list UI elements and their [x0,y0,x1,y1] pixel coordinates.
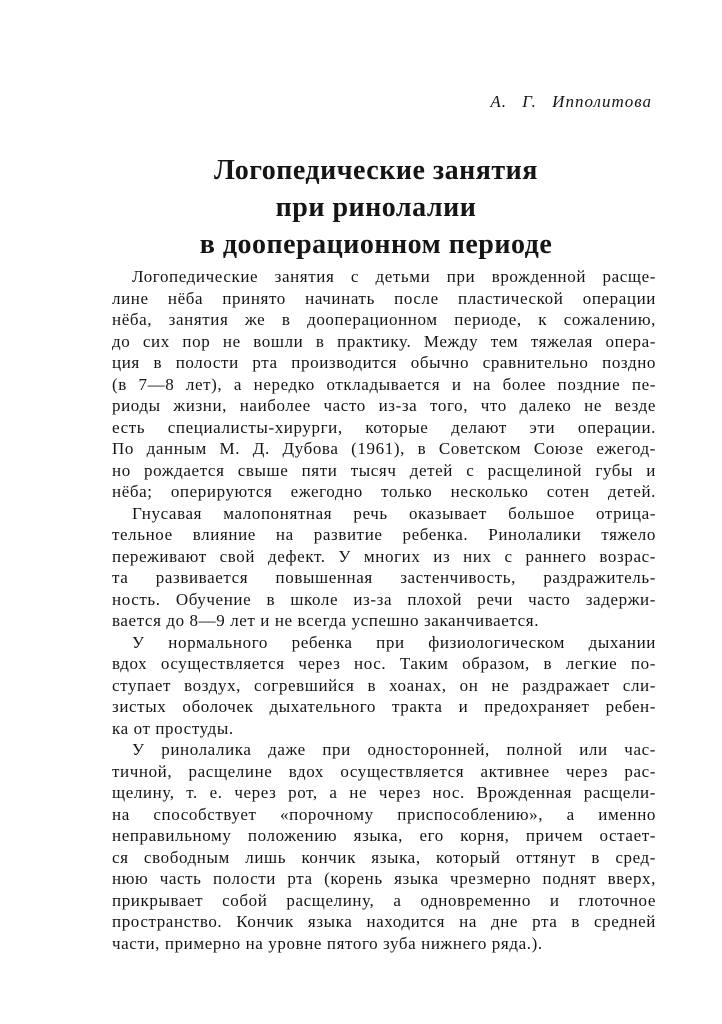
text-line: риоды жизни, наиболее часто из-за того, что далеко не везде [112,396,656,415]
text-line: ся свободным лишь кончик языка, который оттянут в сред- [112,847,656,867]
text-line: есть специалисты-хирурги, которые делают эти операции. [112,417,656,437]
text-line: нюю часть полости рта (корень языка чрезмерно поднят вверх, [112,869,656,888]
text-line: неправильному положению языка, его корня, причем остает- [112,826,656,845]
title-line: Логопедические занятия [214,155,538,186]
title-line: при ринолалии [275,192,477,223]
text-line: вается до 8—9 лет и не всегда успешно заканчивается. [112,611,540,630]
text-line: Логопедические занятия с детьми при врожденной расще- [132,267,656,286]
text-line: зистых оболочек дыхательного тракта и предохраняет ребен- [112,697,656,716]
text-line: (в 7—8 лет), а нередко откладывается и на более поздние пе- [112,374,656,394]
article-title [0,152,722,263]
text-line: тельное влияние на развитие ребенка. Ринолалики тяжело [112,525,656,544]
text-line: ступает воздух, согревшийся в хоанах, он не раздражает сли- [112,675,656,695]
text-line: переживают свой дефект. У многих из них с раннего возрас- [112,546,656,566]
text-line: на способствует «порочному приспособлению», а именно [112,804,656,824]
text-line: По данным М. Д. Дубова (1961), в Советском Союзе ежегод- [112,439,656,458]
paragraph-2 [112,503,656,632]
text-line: нёба; оперируются ежегодно только несколько сотен детей. [112,482,656,501]
text-line: до сих пор не вошли в практику. Между тем тяжелая опера- [112,331,656,351]
paragraph-3 [112,632,656,740]
text-line: тичной, расщелине вдох осуществляется активнее через рас- [112,761,656,781]
text-line: ность. Обучение в школе из-за плохой речи часто задержи- [112,589,656,609]
title-line: в дооперационном периоде [199,229,553,260]
text-line: прикрывает собой расщелину, а одновременно и глоточное [112,890,656,910]
text-line: ция в полости рта производится обычно сравнительно поздно [112,353,656,372]
article-body [112,266,656,954]
text-line: та развивается повышенная застенчивость, раздражитель- [112,568,656,587]
text-line: лине нёба принято начинать после пластической операции [112,288,656,308]
text-line: Гнусавая малопонятная речь оказывает большое отрица- [132,503,656,523]
text-line: вдох осуществляется через нос. Таким образом, в легкие по- [112,654,656,673]
text-line: У ринолалика даже при односторонней, полной или час- [132,740,656,759]
text-line: У нормального ребенка при физиологическом дыхании [132,632,656,652]
text-line: нёба, занятия же в дооперационном периоде, к сожалению, [112,310,656,329]
text-line: пространство. Кончик языка находится на дне рта в средней [112,912,656,931]
text-line: но рождается свыше пяти тысяч детей с расщелиной губы и [112,460,656,480]
text-line: щелину, т. е. через рот, а не через нос. Врожденная расщели- [112,783,656,802]
paragraph-1 [112,266,656,503]
paragraph-4 [112,739,656,954]
text-line: ка от простуды. [112,718,234,738]
author-name: А. Г. Ипполитова [490,92,652,111]
text-line: части, примерно на уровне пятого зуба нижнего ряда.). [112,933,543,953]
